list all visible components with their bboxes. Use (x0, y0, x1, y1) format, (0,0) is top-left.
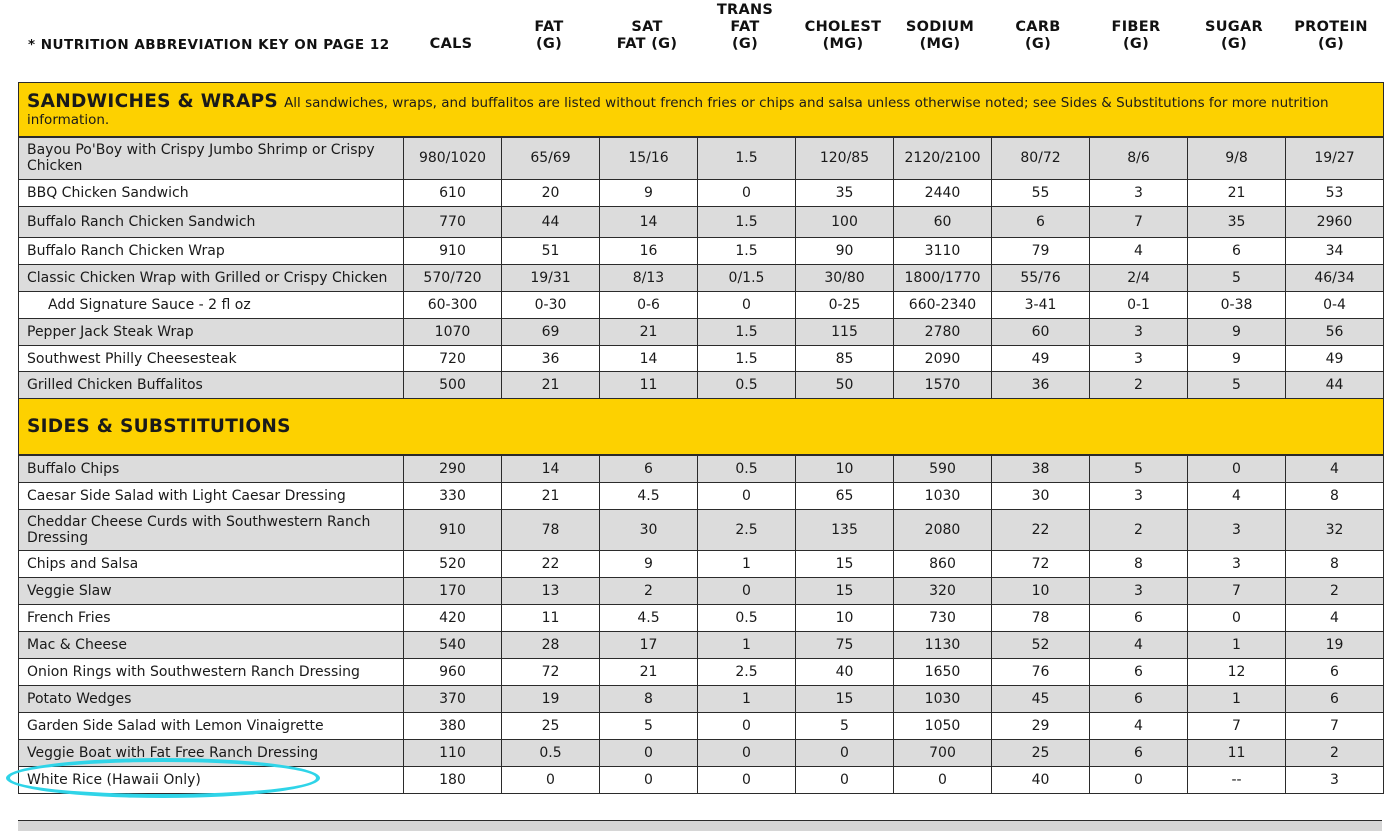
sodium-cell: 660-2340 (894, 292, 992, 319)
cals-cell: 910 (404, 510, 502, 551)
fat-cell: 21 (502, 483, 600, 510)
cals-cell: 770 (404, 207, 502, 238)
cholest-cell: 35 (796, 180, 894, 207)
sodium-cell: 860 (894, 551, 992, 578)
cholest-cell: 10 (796, 455, 894, 483)
trans-fat-cell: 1.5 (698, 207, 796, 238)
cals-cell: 380 (404, 713, 502, 740)
table-row (19, 137, 1384, 180)
cholest-cell: 15 (796, 578, 894, 605)
fiber-cell: 2/4 (1090, 265, 1188, 292)
sugar-cell: 12 (1188, 659, 1286, 686)
abbreviation-key-note: * NUTRITION ABBREVIATION KEY ON PAGE 12 (28, 37, 390, 53)
trans-fat-cell: 0 (698, 713, 796, 740)
sugar-cell: 5 (1188, 265, 1286, 292)
cholest-cell: 40 (796, 659, 894, 686)
trans-fat-cell: 1.5 (698, 238, 796, 265)
sodium-cell: 0 (894, 767, 992, 794)
column-header-line: (G) (731, 36, 759, 52)
sat-fat-cell: 14 (600, 207, 698, 238)
table-row (19, 346, 1384, 372)
table-row (19, 686, 1384, 713)
sat-fat-cell: 4.5 (600, 605, 698, 632)
sodium-cell: 2120/2100 (894, 137, 992, 180)
carb-cell: 36 (992, 372, 1090, 399)
column-header-line: (G) (1317, 36, 1345, 52)
fiber-cell: 6 (1090, 740, 1188, 767)
item-name-cell: Chips and Salsa (19, 551, 404, 578)
protein-cell: 8 (1286, 551, 1384, 578)
trans-fat-cell: 2.5 (698, 659, 796, 686)
table-row (19, 207, 1384, 238)
sugar-cell: 9 (1188, 346, 1286, 372)
sodium-cell: 2780 (894, 319, 992, 346)
fiber-cell: 3 (1090, 483, 1188, 510)
fat-cell: 36 (502, 346, 600, 372)
sugar-cell: -- (1188, 767, 1286, 794)
sugar-cell: 21 (1188, 180, 1286, 207)
section-header (19, 83, 1384, 137)
table-row (19, 605, 1384, 632)
fat-cell: 51 (502, 238, 600, 265)
cals-cell: 500 (404, 372, 502, 399)
sodium-cell: 1030 (894, 483, 992, 510)
fat-cell: 19/31 (502, 265, 600, 292)
sat-fat-cell: 21 (600, 319, 698, 346)
protein-cell: 19 (1286, 632, 1384, 659)
sat-fat-cell: 21 (600, 659, 698, 686)
fiber-cell: 8/6 (1090, 137, 1188, 180)
column-header-line: (MG) (822, 36, 864, 52)
cholest-cell: 0 (796, 740, 894, 767)
protein-cell: 7 (1286, 713, 1384, 740)
trans-fat-cell: 1.5 (698, 319, 796, 346)
cals-cell: 330 (404, 483, 502, 510)
column-header-line: FAT (G) (616, 36, 678, 52)
cholest-cell: 100 (796, 207, 894, 238)
column-header-line: FIBER (1111, 19, 1161, 35)
item-name-cell: Grilled Chicken Buffalitos (19, 372, 404, 399)
sat-fat-cell: 17 (600, 632, 698, 659)
carb-cell: 38 (992, 455, 1090, 483)
carb-cell: 80/72 (992, 137, 1090, 180)
sat-fat-cell: 16 (600, 238, 698, 265)
protein-cell: 46/34 (1286, 265, 1384, 292)
cals-cell: 60-300 (404, 292, 502, 319)
trans-fat-cell: 1 (698, 632, 796, 659)
sugar-cell: 9/8 (1188, 137, 1286, 180)
cals-cell: 290 (404, 455, 502, 483)
carb-cell: 49 (992, 346, 1090, 372)
carb-cell: 40 (992, 767, 1090, 794)
column-header-line: (G) (1122, 36, 1150, 52)
cholest-cell: 65 (796, 483, 894, 510)
sugar-cell: 11 (1188, 740, 1286, 767)
protein-cell: 2960 (1286, 207, 1384, 238)
sodium-cell: 730 (894, 605, 992, 632)
table-row (19, 659, 1384, 686)
column-header-line: (MG) (919, 36, 961, 52)
protein-cell: 4 (1286, 605, 1384, 632)
trans-fat-cell: 1.5 (698, 137, 796, 180)
sodium-cell: 1050 (894, 713, 992, 740)
sat-fat-cell: 9 (600, 180, 698, 207)
cholest-cell: 0-25 (796, 292, 894, 319)
sodium-cell: 1030 (894, 686, 992, 713)
trans-fat-cell: 2.5 (698, 510, 796, 551)
cals-cell: 370 (404, 686, 502, 713)
sodium-cell: 2440 (894, 180, 992, 207)
trans-fat-cell: 0.5 (698, 605, 796, 632)
cals-cell: 570/720 (404, 265, 502, 292)
column-header-sugar (1186, 19, 1282, 53)
item-name-cell: Bayou Po'Boy with Crispy Jumbo Shrimp or Crispy Chicken (19, 137, 404, 180)
protein-cell: 49 (1286, 346, 1384, 372)
fiber-cell: 3 (1090, 346, 1188, 372)
sat-fat-cell: 8 (600, 686, 698, 713)
column-header-line: FAT (534, 19, 564, 35)
sugar-cell: 1 (1188, 686, 1286, 713)
fiber-cell: 2 (1090, 372, 1188, 399)
column-header-line: SODIUM (905, 19, 975, 35)
sodium-cell: 2090 (894, 346, 992, 372)
cholest-cell: 135 (796, 510, 894, 551)
item-name-cell: White Rice (Hawaii Only) (19, 767, 404, 794)
item-name-cell: French Fries (19, 605, 404, 632)
item-name-cell: Buffalo Ranch Chicken Sandwich (19, 207, 404, 238)
cals-cell: 960 (404, 659, 502, 686)
cholest-cell: 15 (796, 551, 894, 578)
carb-cell: 72 (992, 551, 1090, 578)
item-name-cell: Pepper Jack Steak Wrap (19, 319, 404, 346)
fiber-cell: 0-1 (1090, 292, 1188, 319)
column-header-row (0, 0, 1400, 70)
sat-fat-cell: 14 (600, 346, 698, 372)
column-header-protein (1283, 19, 1379, 53)
fat-cell: 21 (502, 372, 600, 399)
sugar-cell: 6 (1188, 238, 1286, 265)
column-header-line: SAT (631, 19, 663, 35)
column-header-carb (990, 19, 1086, 53)
fiber-cell: 0 (1090, 767, 1188, 794)
column-header-line: PROTEIN (1294, 19, 1368, 35)
column-header-fiber (1088, 19, 1184, 53)
section-note: All sandwiches, wraps, and buffalitos are listed without french fries or chips and salsa unless otherwise noted; see Sides & Substitutions for more nutrition information. (27, 94, 1329, 128)
section-header-row (19, 83, 1384, 137)
cholest-cell: 10 (796, 605, 894, 632)
column-header-line: TRANS (716, 2, 774, 18)
trans-fat-cell: 0.5 (698, 455, 796, 483)
fat-cell: 65/69 (502, 137, 600, 180)
table-row (19, 483, 1384, 510)
carb-cell: 29 (992, 713, 1090, 740)
carb-cell: 45 (992, 686, 1090, 713)
protein-cell: 34 (1286, 238, 1384, 265)
sat-fat-cell: 8/13 (600, 265, 698, 292)
table-row (19, 180, 1384, 207)
trans-fat-cell: 0 (698, 578, 796, 605)
table-row (19, 292, 1384, 319)
column-header-line: FAT (730, 19, 760, 35)
table-row (19, 551, 1384, 578)
item-name-cell: Add Signature Sauce - 2 fl oz (19, 292, 404, 319)
table-row (19, 713, 1384, 740)
fiber-cell: 4 (1090, 632, 1188, 659)
fat-cell: 0 (502, 767, 600, 794)
fiber-cell: 6 (1090, 686, 1188, 713)
trans-fat-cell: 0 (698, 740, 796, 767)
table-row (19, 740, 1384, 767)
protein-cell: 8 (1286, 483, 1384, 510)
sodium-cell: 590 (894, 455, 992, 483)
protein-cell: 32 (1286, 510, 1384, 551)
item-name-cell: Mac & Cheese (19, 632, 404, 659)
sugar-cell: 3 (1188, 510, 1286, 551)
sat-fat-cell: 0 (600, 767, 698, 794)
carb-cell: 25 (992, 740, 1090, 767)
cholest-cell: 15 (796, 686, 894, 713)
sugar-cell: 4 (1188, 483, 1286, 510)
sugar-cell: 5 (1188, 372, 1286, 399)
cholest-cell: 115 (796, 319, 894, 346)
sodium-cell: 1650 (894, 659, 992, 686)
table-row (19, 510, 1384, 551)
fat-cell: 72 (502, 659, 600, 686)
sodium-cell: 60 (894, 207, 992, 238)
section-header (19, 399, 1384, 455)
sodium-cell: 320 (894, 578, 992, 605)
sugar-cell: 7 (1188, 578, 1286, 605)
cals-cell: 520 (404, 551, 502, 578)
fiber-cell: 6 (1090, 605, 1188, 632)
cholest-cell: 0 (796, 767, 894, 794)
item-name-cell: Buffalo Chips (19, 455, 404, 483)
carb-cell: 3-41 (992, 292, 1090, 319)
column-header-fat (501, 19, 597, 53)
cholest-cell: 30/80 (796, 265, 894, 292)
trans-fat-cell: 0/1.5 (698, 265, 796, 292)
item-name-cell: Potato Wedges (19, 686, 404, 713)
protein-cell: 6 (1286, 686, 1384, 713)
item-name-cell: Garden Side Salad with Lemon Vinaigrette (19, 713, 404, 740)
fat-cell: 22 (502, 551, 600, 578)
fat-cell: 0-30 (502, 292, 600, 319)
fat-cell: 69 (502, 319, 600, 346)
fiber-cell: 2 (1090, 510, 1188, 551)
column-header-line: CALS (429, 36, 473, 52)
cholest-cell: 90 (796, 238, 894, 265)
sat-fat-cell: 30 (600, 510, 698, 551)
fat-cell: 44 (502, 207, 600, 238)
carb-cell: 79 (992, 238, 1090, 265)
sat-fat-cell: 6 (600, 455, 698, 483)
trans-fat-cell: 0.5 (698, 372, 796, 399)
cals-cell: 420 (404, 605, 502, 632)
sat-fat-cell: 4.5 (600, 483, 698, 510)
cals-cell: 170 (404, 578, 502, 605)
sugar-cell: 0 (1188, 605, 1286, 632)
table-row (19, 319, 1384, 346)
carb-cell: 60 (992, 319, 1090, 346)
column-header-line: CHOLEST (804, 19, 882, 35)
column-header-sodium (892, 19, 988, 53)
sugar-cell: 3 (1188, 551, 1286, 578)
column-header-line: (G) (1024, 36, 1052, 52)
fiber-cell: 3 (1090, 319, 1188, 346)
column-header-line: (G) (535, 36, 563, 52)
carb-cell: 55 (992, 180, 1090, 207)
cholest-cell: 5 (796, 713, 894, 740)
fat-cell: 20 (502, 180, 600, 207)
sat-fat-cell: 5 (600, 713, 698, 740)
carb-cell: 76 (992, 659, 1090, 686)
trans-fat-cell: 1.5 (698, 346, 796, 372)
carb-cell: 30 (992, 483, 1090, 510)
table-row (19, 265, 1384, 292)
fat-cell: 14 (502, 455, 600, 483)
item-name-cell: Classic Chicken Wrap with Grilled or Crispy Chicken (19, 265, 404, 292)
column-header-sat-fat (599, 19, 695, 53)
protein-cell: 19/27 (1286, 137, 1384, 180)
fiber-cell: 3 (1090, 180, 1188, 207)
table-row (19, 767, 1384, 794)
trans-fat-cell: 0 (698, 180, 796, 207)
table-row (19, 578, 1384, 605)
column-header-trans-fat (697, 2, 793, 53)
table-row (19, 372, 1384, 399)
sat-fat-cell: 9 (600, 551, 698, 578)
carb-cell: 78 (992, 605, 1090, 632)
fiber-cell: 4 (1090, 238, 1188, 265)
carb-cell: 55/76 (992, 265, 1090, 292)
cals-cell: 110 (404, 740, 502, 767)
fiber-cell: 8 (1090, 551, 1188, 578)
trans-fat-cell: 0 (698, 767, 796, 794)
cals-cell: 180 (404, 767, 502, 794)
column-header-line: SUGAR (1204, 19, 1263, 35)
sugar-cell: 0-38 (1188, 292, 1286, 319)
cals-cell: 540 (404, 632, 502, 659)
sugar-cell: 7 (1188, 713, 1286, 740)
sugar-cell: 1 (1188, 632, 1286, 659)
cholest-cell: 85 (796, 346, 894, 372)
table-row (19, 455, 1384, 483)
fiber-cell: 7 (1090, 207, 1188, 238)
sat-fat-cell: 0 (600, 740, 698, 767)
cals-cell: 980/1020 (404, 137, 502, 180)
protein-cell: 4 (1286, 455, 1384, 483)
column-header-cals (403, 36, 499, 53)
sugar-cell: 0 (1188, 455, 1286, 483)
fiber-cell: 3 (1090, 578, 1188, 605)
trans-fat-cell: 1 (698, 686, 796, 713)
item-name-cell: Caesar Side Salad with Light Caesar Dressing (19, 483, 404, 510)
protein-cell: 44 (1286, 372, 1384, 399)
item-name-cell: Cheddar Cheese Curds with Southwestern Ranch Dressing (19, 510, 404, 551)
cals-cell: 610 (404, 180, 502, 207)
carb-cell: 52 (992, 632, 1090, 659)
fat-cell: 13 (502, 578, 600, 605)
item-name-cell: BBQ Chicken Sandwich (19, 180, 404, 207)
sat-fat-cell: 0-6 (600, 292, 698, 319)
table-row (19, 632, 1384, 659)
next-row-strip (18, 820, 1382, 831)
protein-cell: 53 (1286, 180, 1384, 207)
fiber-cell: 5 (1090, 455, 1188, 483)
nutrition-table (18, 82, 1384, 794)
fiber-cell: 4 (1090, 713, 1188, 740)
cholest-cell: 75 (796, 632, 894, 659)
protein-cell: 0-4 (1286, 292, 1384, 319)
section-title: SANDWICHES & WRAPS (27, 90, 279, 112)
cals-cell: 720 (404, 346, 502, 372)
item-name-cell: Veggie Slaw (19, 578, 404, 605)
sat-fat-cell: 15/16 (600, 137, 698, 180)
table-row (19, 238, 1384, 265)
column-header-cholest (795, 19, 891, 53)
trans-fat-cell: 0 (698, 483, 796, 510)
sodium-cell: 3110 (894, 238, 992, 265)
protein-cell: 3 (1286, 767, 1384, 794)
cholest-cell: 120/85 (796, 137, 894, 180)
protein-cell: 6 (1286, 659, 1384, 686)
item-name-cell: Onion Rings with Southwestern Ranch Dressing (19, 659, 404, 686)
protein-cell: 2 (1286, 578, 1384, 605)
fat-cell: 19 (502, 686, 600, 713)
sugar-cell: 9 (1188, 319, 1286, 346)
column-header-line: (G) (1220, 36, 1248, 52)
cals-cell: 910 (404, 238, 502, 265)
fat-cell: 25 (502, 713, 600, 740)
sat-fat-cell: 11 (600, 372, 698, 399)
fat-cell: 11 (502, 605, 600, 632)
item-name-cell: Veggie Boat with Fat Free Ranch Dressing (19, 740, 404, 767)
trans-fat-cell: 1 (698, 551, 796, 578)
item-name-cell: Southwest Philly Cheesesteak (19, 346, 404, 372)
sodium-cell: 1570 (894, 372, 992, 399)
carb-cell: 22 (992, 510, 1090, 551)
carb-cell: 10 (992, 578, 1090, 605)
cals-cell: 1070 (404, 319, 502, 346)
trans-fat-cell: 0 (698, 292, 796, 319)
protein-cell: 2 (1286, 740, 1384, 767)
fat-cell: 78 (502, 510, 600, 551)
cholest-cell: 50 (796, 372, 894, 399)
fat-cell: 28 (502, 632, 600, 659)
sat-fat-cell: 2 (600, 578, 698, 605)
column-header-line: CARB (1015, 19, 1061, 35)
sugar-cell: 35 (1188, 207, 1286, 238)
section-title: SIDES & SUBSTITUTIONS (27, 415, 291, 437)
fiber-cell: 6 (1090, 659, 1188, 686)
protein-cell: 56 (1286, 319, 1384, 346)
sodium-cell: 1800/1770 (894, 265, 992, 292)
carb-cell: 6 (992, 207, 1090, 238)
section-header-row (19, 399, 1384, 455)
fat-cell: 0.5 (502, 740, 600, 767)
sodium-cell: 2080 (894, 510, 992, 551)
sodium-cell: 700 (894, 740, 992, 767)
sodium-cell: 1130 (894, 632, 992, 659)
item-name-cell: Buffalo Ranch Chicken Wrap (19, 238, 404, 265)
